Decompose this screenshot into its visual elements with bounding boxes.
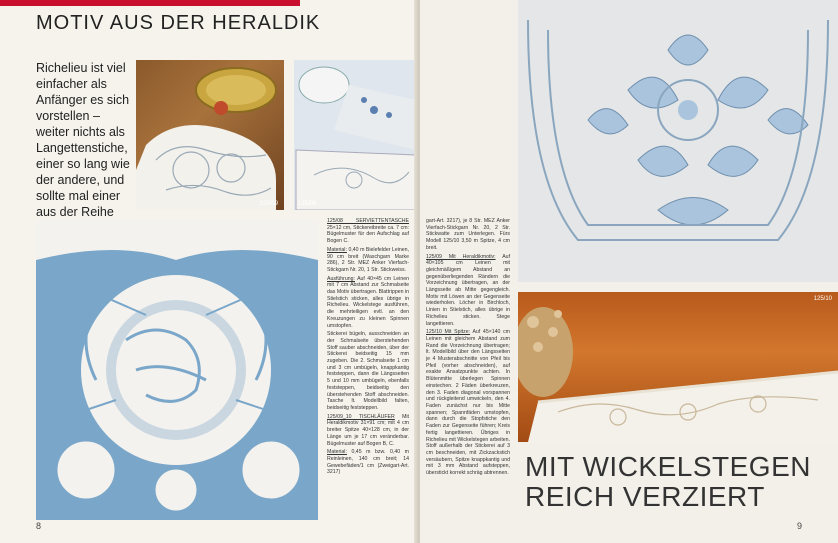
col2-block-0: gart-Art. 3217), je 8 Str. MEZ Anker Vierfach-Stickgarn Nr. 20, 2 Str. Stickwatte zum Unterlegen. Fürs Modell 125/10 3,50 m Spitze, 4 cm breit.: [426, 218, 510, 251]
photo-code: 125/09: [259, 201, 278, 207]
text-column-left: [327, 218, 409, 518]
page-number-right: 9: [796, 521, 802, 531]
napkin-pouch-illustration: [294, 60, 416, 210]
photo-code: 125/10: [813, 296, 832, 302]
page-number-left: 8: [36, 521, 42, 531]
lace-pattern-illustration: [518, 0, 838, 282]
col2-block-1: 125/09 Mit Heraldikmotiv: Auf 40×105 cm Leinen mit gleichmäßigem Abstand an gegenüberliegenden Rändern die Vorzeichnung übertragen, an der Längsseite ab Mitte gegengleich. Motiv mit Löwen an der Gegenseite wiederholen. Löcher in Birchloch, Linien in Stielstich, alles übrige in Richelieu sticken. Stege langettieren.: [426, 253, 511, 327]
col1-block-4: 125/09_10 TISCHLÄUFER Mit Heraldikmotiv 31×91 cm; mit 4 cm breiter Spitze 40×128 cm, in der Länge um je 17 cm veränderbar. Bügelmuster auf Bogen B, C.: [327, 413, 409, 447]
heraldic-lace-illustration: [36, 220, 318, 520]
col1-block-2: Ausführung: Auf 40×45 cm Leinen mit 7 cm Abstand zur Schmalseite das Motiv übertragen. Blattrippen in Stielstich sticken, alles übrige in Richelieu. Wickelstege ausführen, die mehrteiligen evtl. an den Kreuzungen zu kleinen Spinnen umstopfen.: [327, 275, 409, 329]
accent-bar: [0, 0, 300, 6]
right-page: [420, 0, 838, 543]
photo-table-runner-lace: [518, 292, 838, 442]
left-page: [0, 0, 418, 543]
photo-heraldic-lace-detail: [36, 220, 318, 520]
runner-illustration: [518, 292, 838, 442]
right-headline: [525, 452, 811, 512]
page-title: MOTIV AUS DER HERALDIK: [36, 12, 321, 34]
col1-block-0: 125/08 SERVIETTENTASCHE 25×12 cm, Stickereibreite ca. 7 cm: Bügelmuster für den Aufschlag auf Bogen C.: [327, 218, 409, 245]
photo-napkin-pouch: [294, 60, 416, 210]
col1-block-3: Stickerei bügeln, ausschneiden an der Schmalseite überstehenden Stoff sauber abschneiden, über der Stickerei beidseitig 15 mm zugeben. Die 2. Schmalseite 1 cm und 3 cm umbügeln, knappkantig feststeppen, dann die Längsseiten 5 und 10 mm umbügeln, ebenfalls feststeppen, beidseitig den überstehenden Stoff abschneiden. Tasche lt. Modellbild falten, beidseitig feststeppen.: [327, 331, 409, 411]
photo-table-runner-lion: [136, 60, 284, 210]
col2-block-2: 125/10 Mit Spitze: Auf 45×140 cm Leinen mit gleichem Abstand zum Rand die Vorzeichnung übertragen; lt. Modellbild über den Längsseiten je 4 Musterabschnitte von Pfeil bis Pfeil (vorher abschneiden), auf exakte Ansatzpunkte achten. In Blütenmitte überlegen Spinnen einstechen. 2 Fäden überkreuzen, den 3. Faden diagonal vorspannen und rückgleitend umwickeln, den 4. Faden zunächst nur bis Mitte spannen; Spannfäden umstopfen, dann durch die Stopfstiche den Faden zur Gegenseite führen; Kreis fertig langettieren. Übriges in Richelieu mit Wickelstegen arbeiten. Stoff außerhalb der Stickerei auf 3 cm beschneiden, mit Zickzackstich versäubern, Spitze knappkantig und mit 3 mm Abstand aufsteppen, überstickt korrekt schräg abtrennen.: [426, 329, 510, 477]
col1-block-1: Material: 0,40 m Bielefelder Leinen, 90 cm breit (Waschgarn Marke 286), 2 Str. MEZ Anker Vierfach-Stickgarn Nr. 20, 1 Str. Stickweiss.: [327, 246, 409, 273]
text-column-right: [426, 218, 510, 518]
col1-block-5: Material: 0,45 m bzw. 0,40 m Reinleinen, 140 cm breit; 14 Gewebefäden/1 cm (Zweigart-Art. 3217): [327, 449, 409, 476]
headline-line-2: REICH VERZIERT: [525, 481, 765, 512]
lace-doily-illustration: [136, 60, 284, 210]
headline-line-1: MIT WICKELSTEGEN: [525, 451, 811, 482]
intro-text: Richelieu ist viel einfacher als Anfänger es sich vorstellen – weiter nichts als Langettenstiche, einer so lang wie der andere, und sollte mal einer aus der Reihe: [36, 61, 130, 219]
photo-code: 125/08: [298, 201, 317, 207]
photo-lace-pattern-large: [518, 0, 838, 282]
